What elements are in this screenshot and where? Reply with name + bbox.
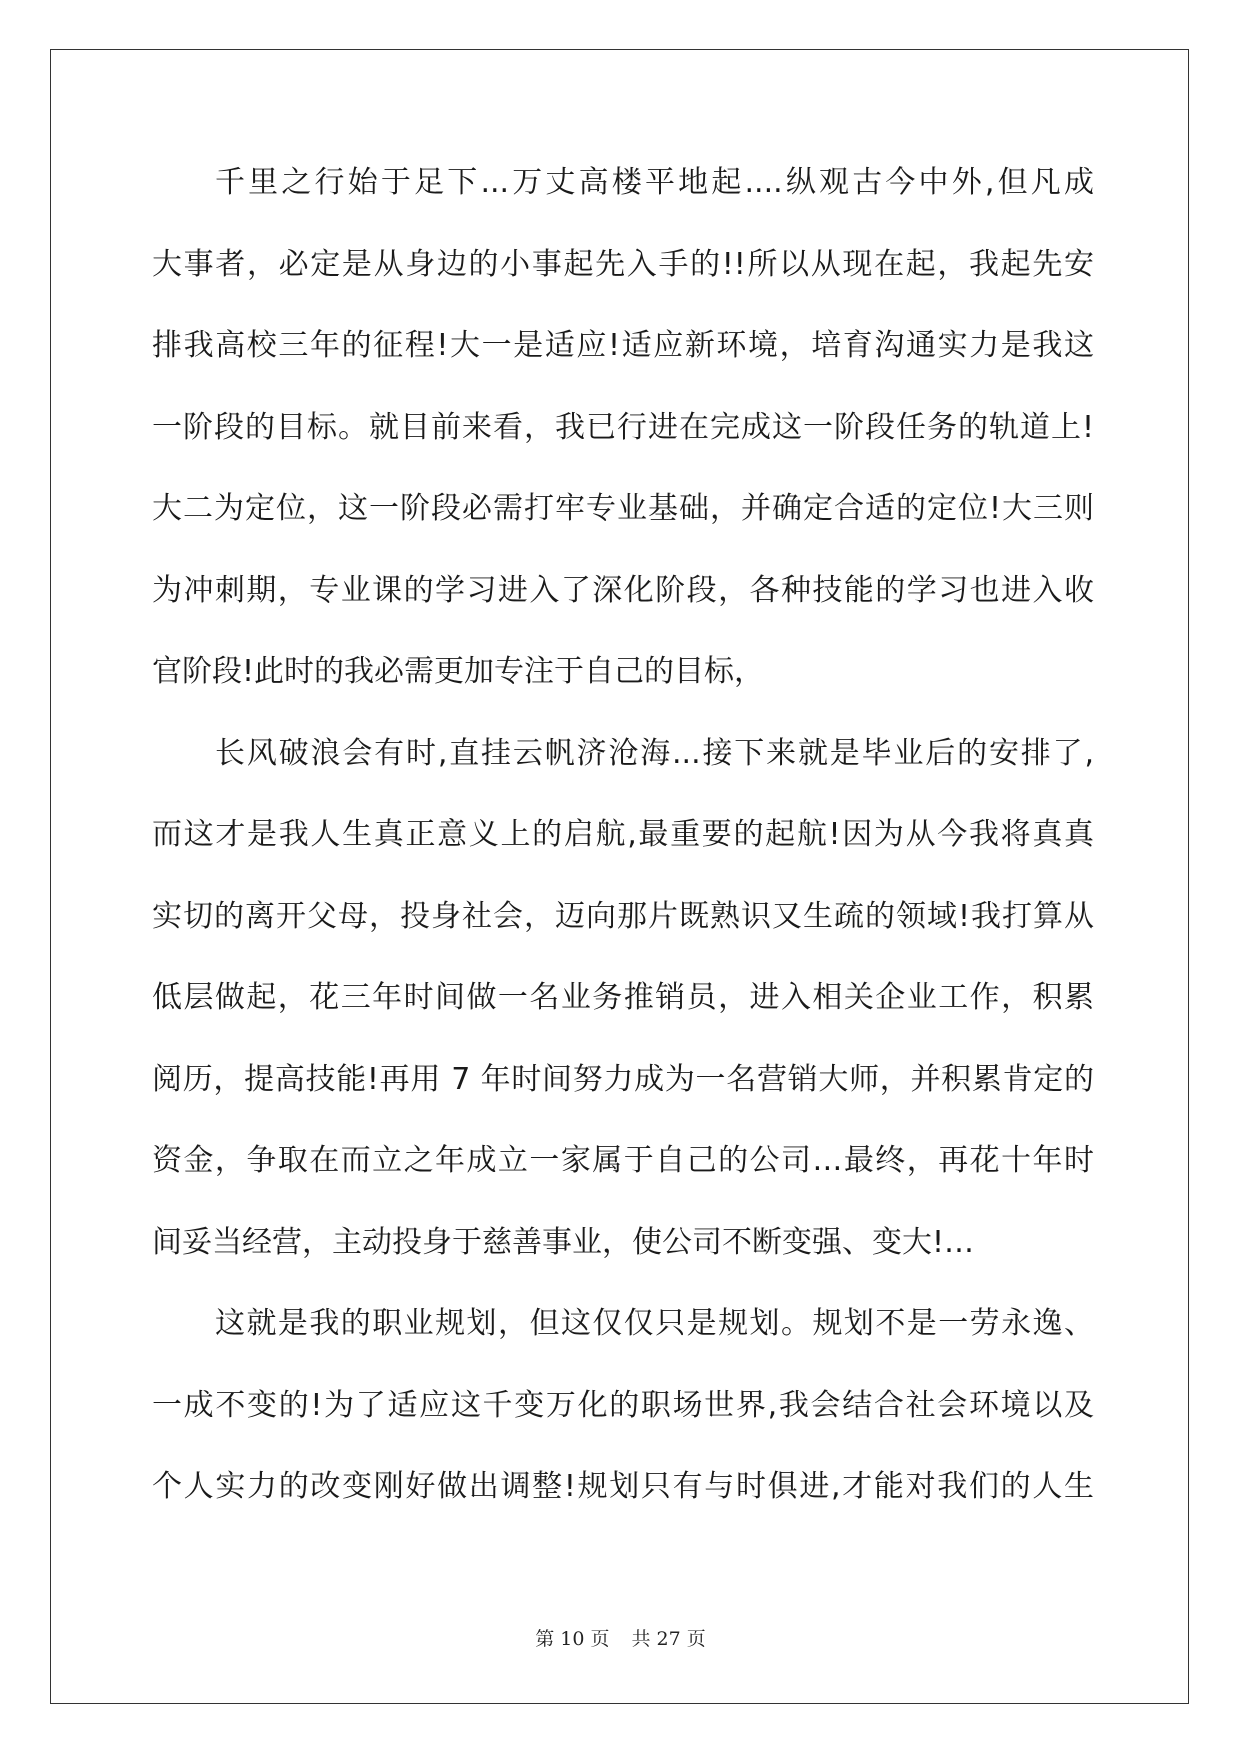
text-line: 阅历，提高技能!再用 7 年时间努力成为一名营销大师，并积累肯定的 [152,1061,1094,1097]
page-total: 共 27 页 [631,1628,706,1650]
paragraph-2 [152,726,1094,1297]
text-line: 排我高校三年的征程!大一是适应!适应新环境，培育沟通实力是我这 [152,328,1094,363]
text-line: 官阶段!此时的我必需更加专注于自己的目标， [152,654,765,689]
text-line: 一阶段的目标。就目前来看，我已行进在完成这一阶段任务的轨道上! [152,409,1094,445]
text-line: 资金，争取在而立之年成立一家属于自己的公司…最终，再花十年时 [152,1143,1094,1178]
text-line: 千里之行始于足下...万丈高楼平地起....纵观古今中外,但凡成 [215,165,1094,200]
page-number: 第 10 页 [535,1628,610,1650]
text-line: 这就是我的职业规划，但这仅仅只是规划。规划不是一劳永逸、 [215,1306,1094,1341]
text-line: 大事者，必定是从身边的小事起先入手的!!所以从现在起，我起先安 [152,246,1094,282]
text-line: 低层做起，花三年时间做一名业务推销员，进入相关企业工作，积累 [152,980,1094,1015]
text-line: 一成不变的!为了适应这千变万化的职场世界,我会结合社会环境以及 [152,1387,1094,1423]
text-line: 大二为定位，这一阶段必需打牢专业基础，并确定合适的定位!大三则 [152,491,1094,526]
document-body [152,155,1094,1541]
paragraph-3 [152,1296,1094,1541]
text-line: 个人实力的改变刚好做出调整!规划只有与时俱进,才能对我们的人生 [152,1469,1094,1504]
text-line: 长风破浪会有时,直挂云帆济沧海...接下来就是毕业后的安排了, [215,735,1094,771]
text-line: 为冲刺期，专业课的学习进入了深化阶段，各种技能的学习也进入收 [152,572,1094,608]
text-line: 间妥当经营，主动投身于慈善事业，使公司不断变强、变大!… [152,1224,975,1260]
paragraph-1 [152,155,1094,726]
text-line: 实切的离开父母，投身社会，迈向那片既熟识又生疏的领域!我打算从 [152,898,1094,934]
text-line: 而这才是我人生真正意义上的启航,最重要的起航!因为从今我将真真 [152,817,1094,852]
page-footer [0,1624,1241,1651]
